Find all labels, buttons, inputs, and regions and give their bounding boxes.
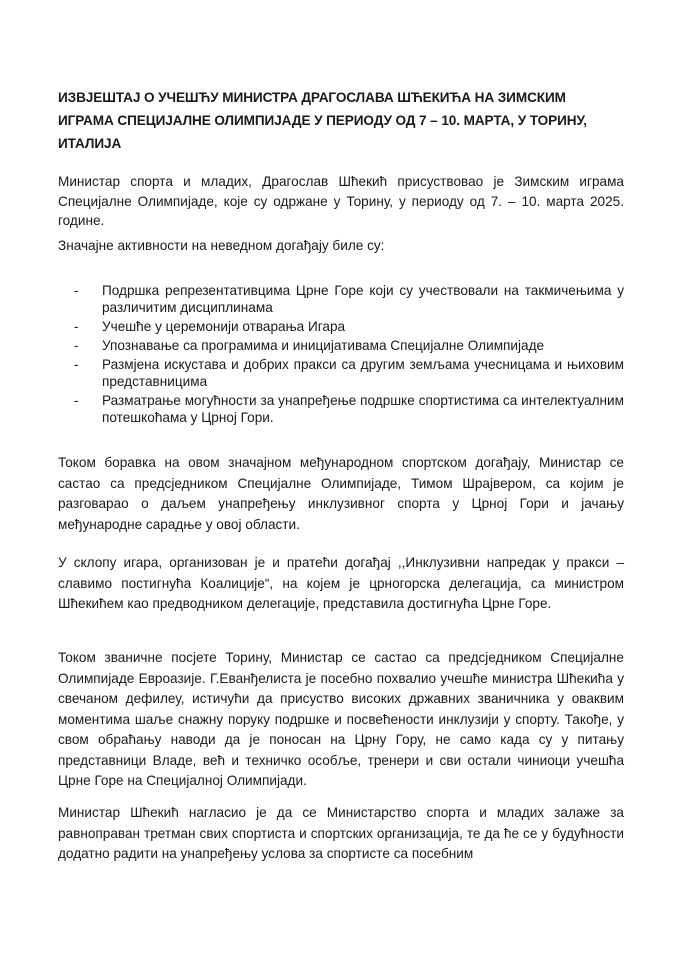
closing-paragraph: Министар Шћекић нагласио је да се Министарство спорта и младих залаже за равноправан третман свих спортиста и спортских организација, те да ће се у будућности додатно радити на унапређењу услова за спортисте са посебним (58, 805, 624, 861)
list-item-text: Подршка репрезентативцима Црне Горе који су учествовали на такмичењима у различитим дисциплинама (102, 283, 624, 315)
bullet-dash: - (74, 283, 79, 298)
report-title: ИЗВЈЕШТАЈ О УЧЕШЋУ МИНИСТРА ДРАГОСЛАВА ШЋЕКИЋА НА ЗИМСКИМ ИГРАМА СПЕЦИЈАЛНЕ ОЛИМПИЈАДЕ У ПЕРИОДУ ОД 7 – 10. МАРТА, У ТОРИНУ, ИТАЛИЈА (58, 90, 587, 151)
meeting-paragraph: Током боравка на овом значајном међународном спортском догађају, Министар се састао са предсједником Специјалне Олимпијаде, Тимом Шрајвером, са којим је разговарао о даљем унапређењу инклузивног спорта у Црној Гори и јачању међународне сарадње у овој области. (58, 455, 624, 532)
activities-heading: Значајне активности на неведном догађају биле су: (58, 238, 385, 253)
intro-paragraph: Министар спорта и младих, Драгослав Шћекић присуствовао је Зимским играма Специјалне Олимпијаде, које су одржане у Торину, у периоду од 7. – 10. марта 2025. године. (58, 174, 624, 228)
visit-paragraph: Током званичне посјете Торину, Министар се састао са предсједником Специјалне Олимпијаде Евроазије. Г.Еванђелиста је посебно похвалио учешће министра Шћекића у свечаном дефилеу, истичући да присуство високих државних званичника у оваквим моментима шаље снажну поруку подршке и посвећености инклузији у спорту. Такође, у свом обраћању наводи да је поносан на Црну Гору, не само када су у питању представници Владе, већ и техничко особље, тренери и сви остали чиниоци учешћа Црне Горе на Специјалној Олимпијади. (58, 650, 624, 788)
event-paragraph: У склопу игара, организован је и пратећи догађај ,,Инклузивни напредак у пракси – славимо постигнућа Коалиције“, на којем је црногорска делегација, са министром Шћекићем као предводником делегације, представила достигнућа Црне Горе. (58, 555, 624, 611)
list-item (58, 282, 624, 316)
bullet-dash: - (74, 338, 79, 353)
activities-list (58, 282, 624, 428)
list-item (58, 392, 624, 426)
list-item-text: Разматрање могућности за унапређење подршке спортистима са интелектуалним потешкоћама у Црној Гори. (102, 393, 624, 425)
list-item-text: Учешће у церемонији отварања Игара (102, 319, 346, 334)
list-item (58, 318, 624, 335)
bullet-dash: - (74, 357, 79, 372)
list-item (58, 337, 624, 354)
bullet-dash: - (74, 393, 79, 408)
list-item-text: Размјена искустава и добрих пракси са другим земљама учесницама и њиховим представницима (102, 357, 624, 389)
bullet-dash: - (74, 319, 79, 334)
list-item-text: Упознавање са програмима и иницијативама Специјалне Олимпијаде (102, 338, 545, 353)
list-item (58, 356, 624, 390)
